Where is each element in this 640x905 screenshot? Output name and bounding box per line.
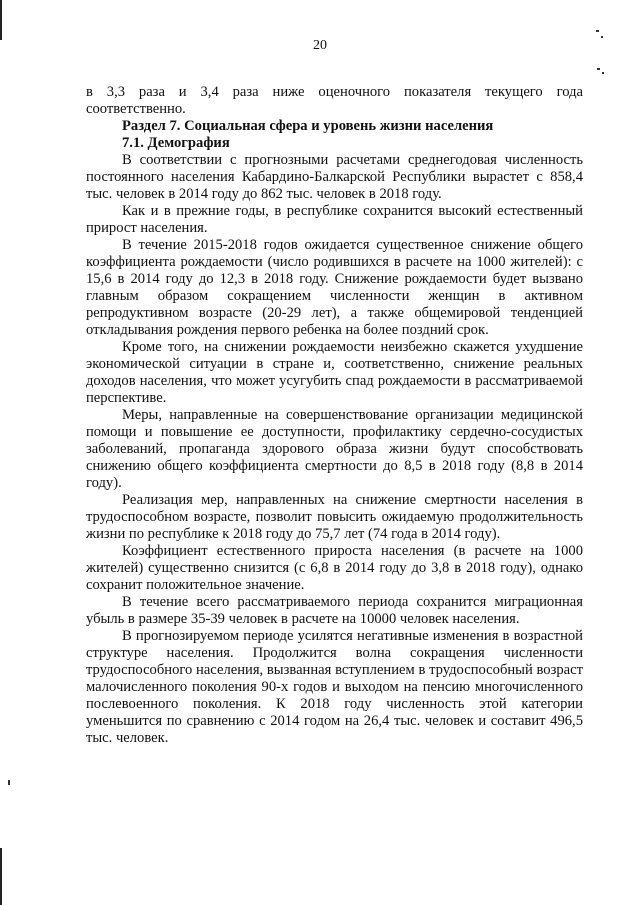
- scan-speck: [8, 780, 10, 785]
- paragraph: В течение всего рассматриваемого периода сохранится миграционная убыль в размере 35-39 человек в расчете на 10000 человек населения.: [86, 594, 583, 627]
- subsection-title: 7.1. Демография: [122, 135, 230, 151]
- page-number: 20: [313, 38, 327, 53]
- paragraph: В течение 2015-2018 годов ожидается существенное снижение общего коэффициента рождаемости (число родившихся в расчете на 1000 жителей): с 15,6 в 2014 году до 12,3 в 2018 году. Снижение рождаемости будет вызвано главным образом сокращением численности женщин в активном репродуктивном возрасте (20-29 лет), а также общемировой тенденцией откладывания рождения первого ребенка на более поздний срок.: [86, 237, 583, 338]
- paragraph: Как и в прежние годы, в республике сохранится высокий естественный прирост населения.: [86, 203, 583, 236]
- scan-speck: [597, 68, 600, 70]
- paragraph: В прогнозируемом периоде усилятся негативные изменения в возрастной структуре населения. Продолжится волна сокращения численности трудоспособного населения, вызванная вступлением в трудоспособный возраст малочисленного поколения 90-х годов и выходом на пенсию многочисленного послевоенного поколения. К 2018 году численность этой категории уменьшится по сравнению с 2014 годом на 26,4 тыс. человек и составит 496,5 тыс. человек.: [86, 628, 583, 746]
- paragraph: Меры, направленные на совершенствование организации медицинской помощи и повышение ее доступности, профилактику сердечно-сосудистых заболеваний, пропаганда здорового образа жизни будут способствовать снижению общего коэффициента смертности до 8,5 в 2018 году (8,8 в 2014 году).: [86, 407, 583, 491]
- section-title: Раздел 7. Социальная сфера и уровень жизни населения: [122, 118, 494, 134]
- continuation-paragraph: в 3,3 раза и 3,4 раза ниже оценочного показателя текущего года соответственно.: [86, 84, 583, 117]
- paragraph: Коэффициент естественного прироста населения (в расчете на 1000 жителей) существенно снизится (с 6,8 в 2014 году до 3,8 в 2018 году), однако сохранит положительное значение.: [86, 543, 583, 593]
- paragraph: Кроме того, на снижении рождаемости неизбежно скажется ухудшение экономической ситуации в стране и, соответственно, снижение реальных доходов населения, что может усугубить спад рождаемости в рассматриваемой перспективе.: [86, 339, 583, 406]
- scan-speck: [596, 30, 599, 32]
- paragraph: В соответствии с прогнозными расчетами среднегодовая численность постоянного населения Кабардино-Балкарской Республики вырастет с 858,4 тыс. человек в 2014 году до 862 тыс. человек в 2018 году.: [86, 152, 583, 202]
- scan-speck: [602, 72, 604, 74]
- paragraph: Реализация мер, направленных на снижение смертности населения в трудоспособном возрасте, позволит повысить ожидаемую продолжительность жизни по республике к 2018 году до 75,7 лет (74 года в 2014 году).: [86, 492, 583, 542]
- scan-edge-line: [0, 848, 2, 905]
- document-body: [86, 84, 583, 747]
- scan-edge-line: [0, 0, 2, 40]
